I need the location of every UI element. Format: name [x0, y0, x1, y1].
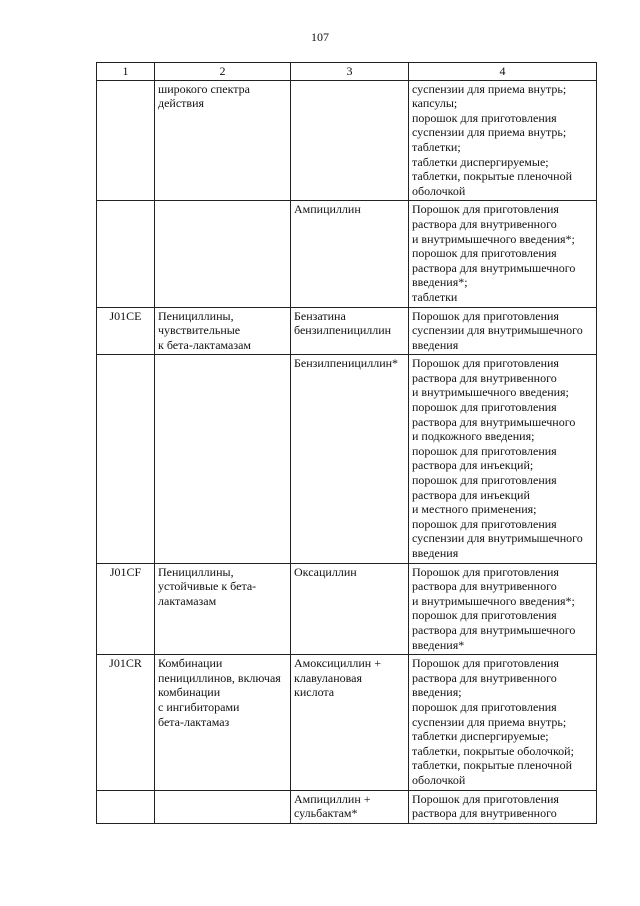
- cell-line: введения*;: [412, 275, 468, 290]
- table-header: [97, 63, 597, 81]
- cell-line: суспензии для приема внутрь;: [412, 125, 567, 140]
- cell-line: Пенициллины,: [158, 564, 234, 579]
- cell-line: раствора для внутримышечного: [412, 414, 576, 429]
- cell-line: таблетки, покрытые оболочкой;: [412, 743, 574, 758]
- cell-line: Порошок для приготовления: [412, 308, 559, 323]
- dosage-forms-cell: [409, 655, 597, 790]
- cell-line: порошок для приготовления: [412, 608, 557, 623]
- cell-line: и подкожного введения;: [412, 429, 535, 444]
- cell-line: раствора для внутримышечного: [412, 260, 576, 275]
- group-cell: [155, 80, 291, 201]
- dosage-forms-cell: [409, 80, 597, 201]
- column-header-1: 1: [97, 63, 155, 81]
- cell-line: Порошок для приготовления: [412, 564, 559, 579]
- cell-line: действия: [158, 96, 205, 111]
- cell-line: таблетки, покрытые пленочной: [412, 169, 573, 184]
- table-row: [97, 790, 597, 823]
- cell-line: Пенициллины,: [158, 308, 234, 323]
- cell-line: раствора для внутривенного: [412, 670, 557, 685]
- column-header-3: 3: [291, 63, 409, 81]
- cell-line: к бета-лактамазам: [158, 337, 252, 352]
- table-row: [97, 355, 597, 563]
- cell-line: порошок для приготовления: [412, 246, 557, 261]
- table-row: [97, 80, 597, 201]
- drug-name-cell: [291, 655, 409, 790]
- drug-name-cell: [291, 80, 409, 201]
- cell-line: и местного применения;: [412, 502, 537, 517]
- drug-name-cell: [291, 201, 409, 307]
- cell-line: раствора для инъекций;: [412, 458, 534, 473]
- dosage-forms-cell: [409, 790, 597, 823]
- cell-line: сульбактам*: [294, 806, 358, 821]
- group-cell: [155, 790, 291, 823]
- group-cell: [155, 307, 291, 355]
- cell-line: введения;: [412, 685, 462, 700]
- cell-line: пенициллинов, включая: [158, 670, 281, 685]
- cell-line: порошок для приготовления: [412, 516, 557, 531]
- drug-name-cell: [291, 307, 409, 355]
- cell-line: Порошок для приготовления: [412, 791, 559, 806]
- cell-line: Порошок для приготовления: [412, 656, 559, 671]
- dosage-forms-cell: [409, 355, 597, 563]
- cell-line: и внутримышечного введения*;: [412, 231, 575, 246]
- cell-line: и внутримышечного введения;: [412, 385, 569, 400]
- drug-name-cell: [291, 355, 409, 563]
- cell-line: капсулы;: [412, 96, 458, 111]
- cell-line: раствора для внутривенного: [412, 370, 557, 385]
- cell-line: оболочкой: [412, 183, 466, 198]
- cell-line: раствора для инъекций: [412, 487, 530, 502]
- column-header-4: 4: [409, 63, 597, 81]
- cell-line: раствора для внутривенного: [412, 216, 557, 231]
- cell-line: устойчивые к бета-: [158, 579, 257, 594]
- cell-line: и внутримышечного введения*;: [412, 593, 575, 608]
- cell-line: оболочкой: [412, 772, 466, 787]
- cell-line: Амоксициллин +: [294, 656, 381, 671]
- cell-line: Порошок для приготовления: [412, 202, 559, 217]
- atc-code-cell: J01CF: [97, 563, 155, 655]
- dosage-forms-cell: [409, 563, 597, 655]
- atc-code-cell: J01CR: [97, 655, 155, 790]
- cell-line: раствора для внутривенного: [412, 579, 557, 594]
- cell-line: лактамазам: [158, 593, 217, 608]
- cell-line: порошок для приготовления: [412, 110, 557, 125]
- table-row: [97, 563, 597, 655]
- cell-line: с ингибиторами: [158, 699, 240, 714]
- table-row: [97, 307, 597, 355]
- drug-name-cell: [291, 563, 409, 655]
- cell-line: порошок для приготовления: [412, 473, 557, 488]
- cell-line: порошок для приготовления: [412, 699, 557, 714]
- cell-line: Ампициллин +: [294, 791, 371, 806]
- table-row: [97, 655, 597, 790]
- cell-line: порошок для приготовления: [412, 443, 557, 458]
- cell-line: введения*: [412, 637, 465, 652]
- cell-line: таблетки диспергируемые;: [412, 154, 549, 169]
- cell-line: кислота: [294, 685, 335, 700]
- cell-line: суспензии для приема внутрь;: [412, 81, 567, 96]
- cell-line: Бензилпенициллин*: [294, 356, 399, 371]
- cell-line: введения: [412, 337, 459, 352]
- cell-line: таблетки, покрытые пленочной: [412, 758, 573, 773]
- group-cell: [155, 655, 291, 790]
- group-cell: [155, 201, 291, 307]
- cell-line: чувствительные: [158, 323, 241, 338]
- cell-line: комбинации: [158, 685, 221, 700]
- dosage-forms-cell: [409, 201, 597, 307]
- atc-code-cell: [97, 790, 155, 823]
- atc-code-cell: [97, 355, 155, 563]
- atc-code-cell: [97, 201, 155, 307]
- table-body: [97, 80, 597, 823]
- dosage-forms-cell: [409, 307, 597, 355]
- cell-line: суспензии для приема внутрь;: [412, 714, 567, 729]
- cell-line: таблетки диспергируемые;: [412, 729, 549, 744]
- cell-line: Порошок для приготовления: [412, 356, 559, 371]
- column-header-2: 2: [155, 63, 291, 81]
- table-row: [97, 201, 597, 307]
- cell-line: Комбинации: [158, 656, 223, 671]
- cell-line: суспензии для внутримышечного: [412, 531, 583, 546]
- header-row: [97, 63, 597, 81]
- cell-line: раствора для внутривенного: [412, 806, 557, 821]
- cell-line: клавулановая: [294, 670, 362, 685]
- cell-line: раствора для внутримышечного: [412, 622, 576, 637]
- cell-line: порошок для приготовления: [412, 400, 557, 415]
- page-number: 107: [311, 30, 329, 44]
- atc-code-cell: [97, 80, 155, 201]
- drug-name-cell: [291, 790, 409, 823]
- group-cell: [155, 563, 291, 655]
- cell-line: Бензатина: [294, 308, 346, 323]
- cell-line: Ампициллин: [294, 202, 361, 217]
- cell-line: бензилпенициллин: [294, 323, 392, 338]
- cell-line: суспензии для внутримышечного: [412, 323, 583, 338]
- cell-line: широкого спектра: [158, 81, 250, 96]
- cell-line: таблетки;: [412, 139, 461, 154]
- group-cell: [155, 355, 291, 563]
- atc-code-cell: J01CE: [97, 307, 155, 355]
- cell-line: введения: [412, 546, 459, 560]
- cell-line: бета-лактамаз: [158, 714, 230, 729]
- cell-line: таблетки: [412, 289, 458, 304]
- cell-line: Оксациллин: [294, 564, 357, 579]
- drug-table: [96, 62, 597, 824]
